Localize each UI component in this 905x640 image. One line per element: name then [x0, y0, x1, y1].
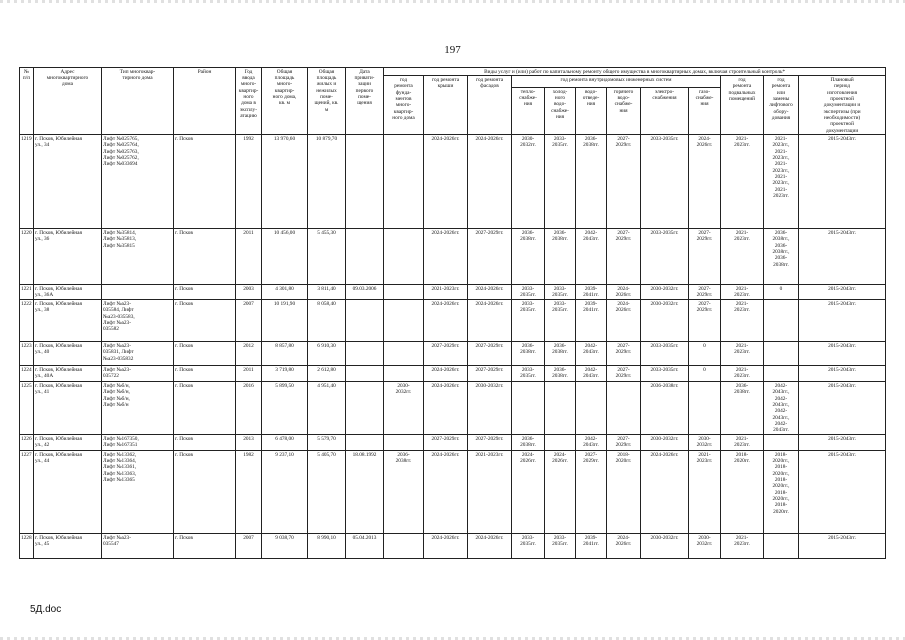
cell-lift-type: Лифт №а23- 035584, Лифт №а23-035583, Лифт №а23- 035582 [102, 300, 174, 342]
cell-year: 1982 [236, 451, 262, 534]
cell-lift-type: Лифт №а23- 035831, Лифт №а23-035832 [102, 342, 174, 366]
cell-total: 3 719,80 [262, 366, 308, 382]
cell-address: г. Псков, Юбилейная ул., 44 [34, 451, 102, 534]
cell-design: 2015-2043гг. [799, 300, 886, 342]
cell-foundation [384, 285, 424, 300]
cell-drain: 2042- 2043гг. [576, 435, 607, 451]
cell-district: г. Псков [174, 229, 236, 285]
cell-heat: 2033- 2035гг. [512, 534, 545, 559]
cell-total: 6 478,00 [262, 435, 308, 451]
cell-hot: 2027- 2029гг. [607, 366, 641, 382]
cell-facade: 2027-2029гг. [468, 435, 512, 451]
cell-address: г. Псков, Юбилейная ул., 45 [34, 534, 102, 559]
cell-lift-type: Лифт №025765, Лифт №025764, Лифт №025763, Лифт №025762, Лифт №033694 [102, 135, 174, 229]
cell-living: 8 058,40 [308, 300, 346, 342]
cell-roof: 2024-2026гг. [424, 300, 468, 342]
cell-facade: 2024-2026гг. [468, 135, 512, 229]
cell-living: 8 990,10 [308, 534, 346, 559]
cell-design: 2015-2043гг. [799, 135, 886, 229]
cell-base: 2021- 2023гг. [721, 300, 764, 342]
cell-address: г. Псков, Юбилейная ул., 38 [34, 300, 102, 342]
cell-hot: 2027- 2029гг. [607, 229, 641, 285]
cell-total: 4 301,80 [262, 285, 308, 300]
cell-cold: 2033- 2035гг. [545, 135, 576, 229]
cell-address: г. Псков, Юбилейная ул., 36А [34, 285, 102, 300]
cell-facade: 2027-2029гг. [468, 366, 512, 382]
cell-base: 2021- 2023гг. [721, 285, 764, 300]
cell-district: г. Псков [174, 300, 236, 342]
cell-elec: 2030-2032гг. [641, 435, 689, 451]
cell-drain: 2042- 2043гг. [576, 366, 607, 382]
cell-address: г. Псков, Юбилейная ул., 40 [34, 342, 102, 366]
cell-elec: 2036-2038гг. [641, 382, 689, 435]
cell-cold: 2024- 2026гг. [545, 451, 576, 534]
cell-priv: 05.04.2013 [346, 534, 384, 559]
cell-foundation [384, 366, 424, 382]
table-row [20, 285, 886, 300]
cell-facade: 2024-2026гг. [468, 534, 512, 559]
cell-lift-type: Лифт №а23- 035722 [102, 366, 174, 382]
cell-gas: 2030- 2032гг. [689, 435, 721, 451]
cell-elec: 2033-2035гг. [641, 135, 689, 229]
table-row [20, 342, 886, 366]
cell-cold: 2036- 2038гг. [545, 342, 576, 366]
cell-elec: 2030-2032гг. [641, 534, 689, 559]
cell-foundation [384, 534, 424, 559]
cell-district: г. Псков [174, 382, 236, 435]
cell-address: г. Псков, Юбилейная ул., 40А [34, 366, 102, 382]
cell-lift-type: Лифт №13362, Лифт №13364, Лифт №13361, Лифт №13363, Лифт №13365 [102, 451, 174, 534]
cell-base: 2021- 2023гг. [721, 534, 764, 559]
cell-hot: 2024- 2026гг. [607, 300, 641, 342]
cell-num: 1226 [20, 435, 34, 451]
header-privatization: Дата привати- зации первого поме- щения [346, 68, 384, 135]
cell-gas: 0 [689, 342, 721, 366]
cell-facade: 2021-2023гг. [468, 451, 512, 534]
header-basement: год ремонта подвальных помещений [721, 76, 764, 135]
cell-gas: 2027- 2029гг. [689, 300, 721, 342]
page-number: 197 [444, 44, 461, 56]
cell-year: 1992 [236, 135, 262, 229]
cell-base: 2018- 2020гг. [721, 451, 764, 534]
scan-edge-top [0, 0, 905, 3]
cell-num: 1225 [20, 382, 34, 435]
header-design: Плановый период изготовления проектной документации и экспертизы (при необходимости) проектной документации [799, 76, 886, 135]
cell-priv [346, 342, 384, 366]
cell-drain: 2042- 2043гг. [576, 229, 607, 285]
table-row [20, 300, 886, 342]
cell-hot: 2027- 2029гг. [607, 135, 641, 229]
cell-design: 2015-2043гг. [799, 285, 886, 300]
cell-year: 2012 [236, 342, 262, 366]
cell-priv [346, 382, 384, 435]
cell-base: 2021- 2023гг. [721, 229, 764, 285]
cell-elec: 2033-2035гг. [641, 366, 689, 382]
cell-district: г. Псков [174, 135, 236, 229]
header-lift: год ремонта или замены лифтового обору- дования [764, 76, 799, 135]
cell-address: г. Псков, Юбилейная ул., 36 [34, 229, 102, 285]
cell-lift: 0 [764, 285, 799, 300]
cell-priv [346, 135, 384, 229]
cell-living: 10 879,70 [308, 135, 346, 229]
cell-district: г. Псков [174, 285, 236, 300]
cell-drain: 2039- 2041гг. [576, 300, 607, 342]
cell-lift-type: Лифт №35814, Лифт №35813, Лифт №35815 [102, 229, 174, 285]
cell-base: 2021- 2023гг. [721, 435, 764, 451]
cell-district: г. Псков [174, 342, 236, 366]
cell-total: 8 857,80 [262, 342, 308, 366]
cell-year: 2007 [236, 300, 262, 342]
cell-design: 2015-2043гг. [799, 342, 886, 366]
cell-drain: 2036- 2038гг. [576, 135, 607, 229]
header-num: № п/п [20, 68, 34, 135]
cell-drain: 2039- 2041гг. [576, 534, 607, 559]
cell-total: 10 456,00 [262, 229, 308, 285]
cell-heat: 2030- 2032гг. [512, 135, 545, 229]
cell-roof: 2024-2026гг. [424, 451, 468, 534]
cell-design: 2015-2043гг. [799, 435, 886, 451]
cell-roof: 2024-2026гг. [424, 135, 468, 229]
cell-priv [346, 229, 384, 285]
cell-cold: 2033- 2035гг. [545, 285, 576, 300]
cell-elec: 2030-2032гг. [641, 300, 689, 342]
cell-address: г. Псков, Юбилейная ул., 42 [34, 435, 102, 451]
header-works-group: Виды услуг и (или) работ по капитальному ремонту общего имущества в многоквартирных домах, включая строительный контроль* [384, 68, 886, 76]
cell-hot: 2024- 2026гг. [607, 285, 641, 300]
cell-base: 2021- 2023гг. [721, 366, 764, 382]
table-body [20, 135, 886, 559]
cell-living: 5 579,70 [308, 435, 346, 451]
cell-cold: 2033- 2035гг. [545, 300, 576, 342]
cell-total: 9 237,10 [262, 451, 308, 534]
cell-gas: 2021- 2023гг. [689, 451, 721, 534]
header-living-area: Общая площадь жилых и нежилых поме- щений, кв. м [308, 68, 346, 135]
cell-cold: 2033- 2035гг. [545, 534, 576, 559]
cell-lift: 2018- 2020гг., 2018- 2020гг., 2018- 2020гг., 2018- 2020гг., 2018- 2020гг. [764, 451, 799, 534]
cell-elec: 2033-2035гг. [641, 342, 689, 366]
cell-priv: 18.08.1992 [346, 451, 384, 534]
cell-facade: 2024-2026гг. [468, 300, 512, 342]
cell-lift [764, 300, 799, 342]
table-row [20, 229, 886, 285]
header-address: Адрес многоквартирного дома [34, 68, 102, 135]
cell-total: 10 191,90 [262, 300, 308, 342]
cell-year: 2011 [236, 366, 262, 382]
cell-drain: 2039- 2041гг. [576, 285, 607, 300]
cell-base: 2036- 2038гг. [721, 382, 764, 435]
cell-lift: 2021- 2023гг., 2021- 2023гг., 2021- 2023гг., 2021- 2023гг., 2021- 2023гг. [764, 135, 799, 229]
cell-lift: 2042- 2043гг., 2042- 2043гг., 2042- 2043гг., 2042- 2043гг. [764, 382, 799, 435]
cell-num: 1228 [20, 534, 34, 559]
header-facade: год ремонта фасадов [468, 76, 512, 135]
header-systems-group: год ремонта внутридомовых инженерных систем [512, 76, 721, 88]
header-year-built: Год ввода много- квартир- ного дома в эксплу- атацию [236, 68, 262, 135]
cell-priv [346, 300, 384, 342]
header-district: Район [174, 68, 236, 135]
cell-design: 2015-2043гг. [799, 229, 886, 285]
cell-elec: 2033-2035гг. [641, 229, 689, 285]
header-gas: газо- снабже- ния [689, 88, 721, 135]
cell-roof: 2024-2026гг. [424, 229, 468, 285]
cell-foundation [384, 342, 424, 366]
cell-facade: 2024-2026гг. [468, 285, 512, 300]
cell-num: 1220 [20, 229, 34, 285]
footer-filename: 5Д.doc [30, 604, 62, 615]
header-foundation: год ремонта фунда- ментов много- квартир- ного дома [384, 76, 424, 135]
cell-base: 2021- 2023гг. [721, 342, 764, 366]
cell-drain: 2042- 2043гг. [576, 342, 607, 366]
header-drainage: водо- отведе- ния [576, 88, 607, 135]
cell-living: 3 811,40 [308, 285, 346, 300]
cell-lift-type: Лифт №а23- 035547 [102, 534, 174, 559]
cell-living: 2 612,80 [308, 366, 346, 382]
table-row [20, 534, 886, 559]
cell-drain: 2027- 2029гг. [576, 451, 607, 534]
cell-heat: 2036- 2038гг. [512, 229, 545, 285]
cell-roof: 2024-2026гг. [424, 366, 468, 382]
cell-gas: 2027- 2029гг. [689, 229, 721, 285]
cell-cold [545, 435, 576, 451]
table-row [20, 382, 886, 435]
cell-address: г. Псков, Юбилейная ул., 34 [34, 135, 102, 229]
cell-design: 2015-2043гг. [799, 534, 886, 559]
cell-num: 1227 [20, 451, 34, 534]
cell-year: 2016 [236, 382, 262, 435]
cell-foundation [384, 229, 424, 285]
cell-roof: 2024-2026гг. [424, 534, 468, 559]
cell-lift: 2036- 2038гг., 2036- 2038гг., 2036- 2038гг. [764, 229, 799, 285]
cell-gas: 2024- 2026гг. [689, 135, 721, 229]
cell-priv [346, 366, 384, 382]
cell-heat: 2024- 2026гг. [512, 451, 545, 534]
cell-priv [346, 435, 384, 451]
table-row [20, 451, 886, 534]
capital-repair-table [19, 67, 886, 559]
cell-foundation [384, 435, 424, 451]
cell-design: 2015-2043гг. [799, 451, 886, 534]
cell-foundation [384, 300, 424, 342]
table-row [20, 135, 886, 229]
header-hot-water: горячего водо- снабже- ния [607, 88, 641, 135]
cell-gas [689, 382, 721, 435]
table-row [20, 435, 886, 451]
cell-living: 6 910,30 [308, 342, 346, 366]
header-total-area: Общая площадь много- квартир- ного дома, кв. м [262, 68, 308, 135]
header-electric: электро- снабжения [641, 88, 689, 135]
header-heat: тепло- снабже- ния [512, 88, 545, 135]
header-cold-water: холод- ного водо- снабже- ния [545, 88, 576, 135]
cell-gas: 2030- 2032гг. [689, 534, 721, 559]
cell-roof: 2021-2023гг. [424, 285, 468, 300]
cell-living: 5 405,70 [308, 451, 346, 534]
cell-hot: 2027- 2029гг. [607, 435, 641, 451]
cell-foundation [384, 135, 424, 229]
cell-year: 2003 [236, 285, 262, 300]
cell-lift [764, 342, 799, 366]
cell-elec: 2030-2032гг. [641, 285, 689, 300]
cell-heat: 2033- 2035гг. [512, 285, 545, 300]
cell-num: 1219 [20, 135, 34, 229]
header-lift-type: Тип многоквар- тирного дома [102, 68, 174, 135]
cell-num: 1224 [20, 366, 34, 382]
cell-heat: 2033- 2035гг. [512, 366, 545, 382]
cell-lift-type [102, 285, 174, 300]
cell-cold [545, 382, 576, 435]
cell-year: 2007 [236, 534, 262, 559]
cell-foundation: 2036- 2038гг. [384, 451, 424, 534]
cell-facade: 2030-2032гг. [468, 382, 512, 435]
cell-total: 9 038,70 [262, 534, 308, 559]
cell-cold: 2036- 2038гг. [545, 229, 576, 285]
cell-lift [764, 435, 799, 451]
cell-heat [512, 382, 545, 435]
cell-hot: 2027- 2029гг. [607, 342, 641, 366]
cell-cold: 2036- 2038гг. [545, 366, 576, 382]
cell-foundation: 2030- 2032гг. [384, 382, 424, 435]
cell-living: 5 455,30 [308, 229, 346, 285]
cell-heat: 2036- 2038гг. [512, 435, 545, 451]
cell-roof: 2024-2026гг. [424, 382, 468, 435]
cell-base: 2021- 2023гг. [721, 135, 764, 229]
header-roof: год ремонта крыши [424, 76, 468, 135]
cell-district: г. Псков [174, 451, 236, 534]
cell-hot [607, 382, 641, 435]
cell-num: 1223 [20, 342, 34, 366]
cell-elec: 2024-2026гг. [641, 451, 689, 534]
cell-design: 2015-2043гг. [799, 382, 886, 435]
cell-lift [764, 366, 799, 382]
cell-facade: 2027-2029гг. [468, 342, 512, 366]
cell-lift [764, 534, 799, 559]
cell-lift-type: Лифт №167350, Лифт №167351 [102, 435, 174, 451]
cell-design: 2015-2043гг. [799, 366, 886, 382]
cell-heat: 2033- 2035гг. [512, 300, 545, 342]
cell-gas: 0 [689, 366, 721, 382]
cell-roof: 2027-2029гг. [424, 435, 468, 451]
cell-num: 1222 [20, 300, 34, 342]
table-row [20, 366, 886, 382]
cell-district: г. Псков [174, 435, 236, 451]
cell-year: 2011 [236, 229, 262, 285]
cell-address: г. Псков, Юбилейная ул., 41 [34, 382, 102, 435]
cell-drain [576, 382, 607, 435]
cell-year: 2013 [236, 435, 262, 451]
cell-heat: 2036- 2038гг. [512, 342, 545, 366]
cell-gas: 2027- 2029гг. [689, 285, 721, 300]
cell-num: 1221 [20, 285, 34, 300]
cell-facade: 2027-2029гг. [468, 229, 512, 285]
cell-lift-type: Лифт №б/н, Лифт №б/н, Лифт №б/н, Лифт №б/н [102, 382, 174, 435]
cell-district: г. Псков [174, 534, 236, 559]
cell-priv: 09.03.2006 [346, 285, 384, 300]
cell-hot: 2018- 2020гг. [607, 451, 641, 534]
cell-total: 13 970,60 [262, 135, 308, 229]
cell-roof: 2027-2029гг. [424, 342, 468, 366]
cell-hot: 2024- 2026гг. [607, 534, 641, 559]
cell-total: 5 899,50 [262, 382, 308, 435]
cell-district: г. Псков [174, 366, 236, 382]
cell-living: 4 951,40 [308, 382, 346, 435]
